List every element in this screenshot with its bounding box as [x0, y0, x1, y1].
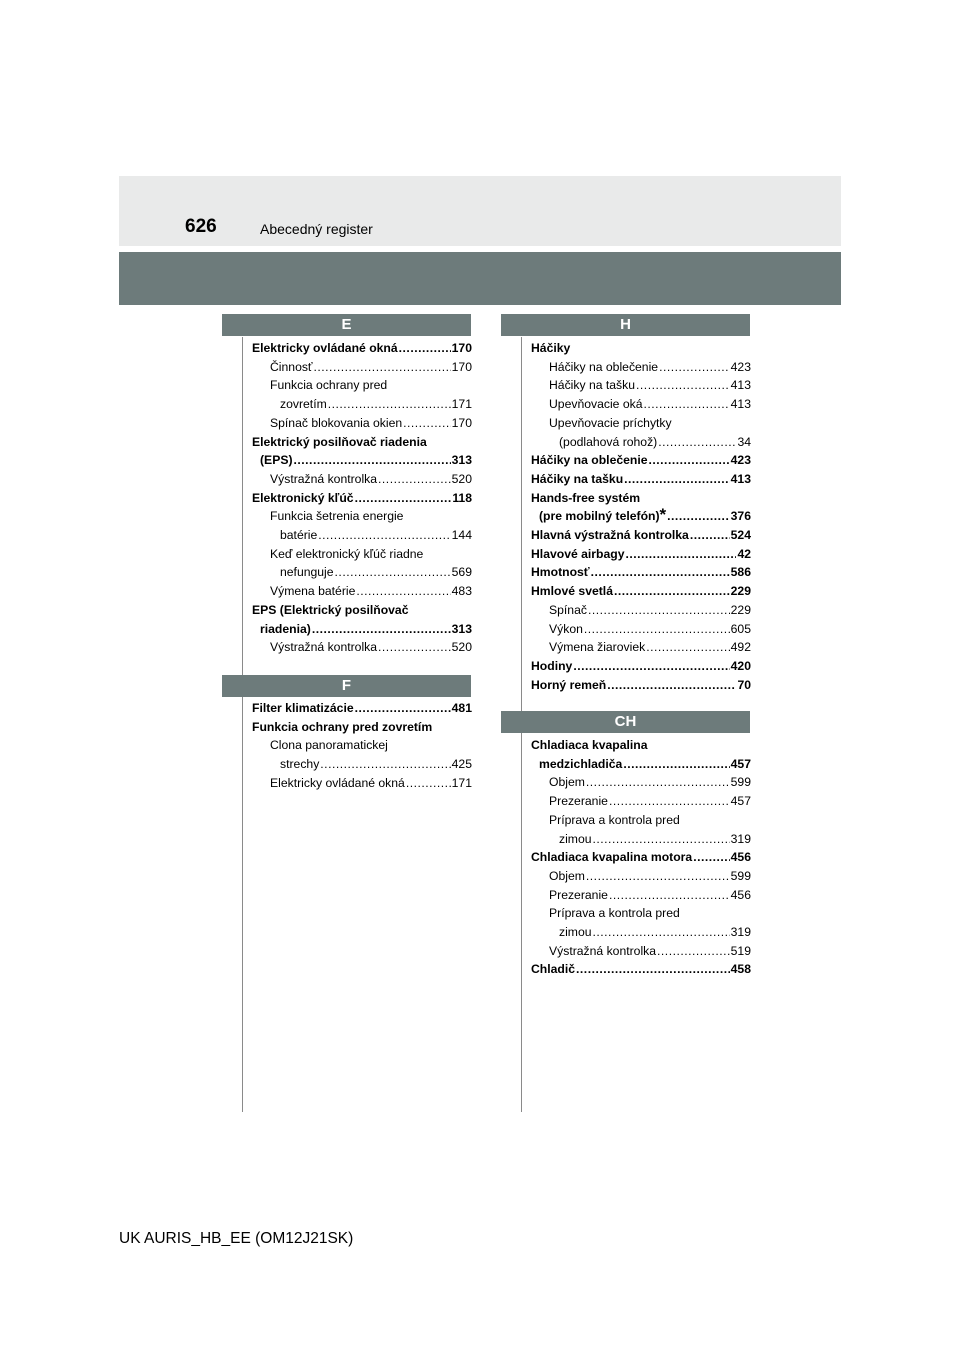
page-ref[interactable]: 456 — [730, 887, 751, 902]
entry-text: riadenia) — [260, 621, 311, 636]
dot-leader — [644, 395, 730, 414]
entry-text: batérie — [280, 528, 318, 543]
index-subentry — [531, 792, 751, 811]
entry-text: Činnosť — [270, 359, 313, 374]
page-ref[interactable]: 458 — [730, 962, 751, 977]
index-subentry — [252, 507, 472, 544]
index-subentry — [531, 867, 751, 886]
index-entry — [531, 676, 751, 695]
dot-leader — [623, 755, 729, 774]
page-ref[interactable]: 599 — [730, 868, 751, 883]
dot-leader — [593, 830, 730, 849]
page-ref[interactable]: 492 — [730, 640, 751, 655]
index-entry — [531, 960, 751, 979]
page-number: 626 — [185, 216, 217, 237]
entry-text: Háčiky na oblečenie — [531, 453, 648, 468]
entry-text: zimou — [559, 925, 592, 940]
index-subentry — [252, 582, 472, 601]
index-list-e — [252, 339, 472, 657]
entry-text: (pre mobilný telefón) — [539, 509, 660, 524]
entry-text: Filter klimatizácie — [252, 701, 354, 715]
dot-leader — [320, 755, 450, 774]
page-ref[interactable]: 425 — [451, 757, 472, 772]
page-ref[interactable]: 481 — [451, 701, 472, 715]
index-subentry — [531, 638, 751, 657]
index-entry — [531, 339, 751, 358]
page-ref[interactable]: 423 — [730, 453, 751, 468]
entry-text: Horný remeň — [531, 677, 607, 692]
entry-text: Objem — [549, 868, 585, 883]
page-ref[interactable]: 519 — [730, 943, 751, 958]
entry-text: Výstražná kontrolka — [270, 471, 378, 486]
page-ref[interactable]: 144 — [451, 528, 472, 543]
dot-leader — [356, 582, 450, 601]
letter-heading-h: H — [501, 314, 750, 336]
entry-text: Výmena žiaroviek — [549, 640, 646, 655]
dot-leader — [576, 960, 730, 979]
index-subentry — [531, 620, 751, 639]
dot-leader — [318, 526, 450, 545]
page-ref[interactable]: 413 — [730, 378, 751, 393]
page-ref[interactable]: 118 — [452, 490, 472, 505]
index-entry — [531, 848, 751, 867]
index-subentry — [531, 904, 751, 941]
entry-text: Háčiky — [531, 341, 571, 355]
dot-leader — [294, 451, 451, 470]
page-ref[interactable]: 457 — [730, 794, 751, 809]
dot-leader — [593, 923, 730, 942]
dot-leader — [586, 773, 730, 792]
dot-leader — [609, 792, 730, 811]
page-ref[interactable]: 599 — [730, 775, 751, 790]
page-ref[interactable]: 170 — [451, 341, 472, 355]
entry-text: Háčiky na tašku — [531, 471, 624, 486]
dot-leader — [399, 339, 451, 358]
entry-text: nefunguje — [280, 565, 334, 580]
index-entry — [531, 736, 751, 773]
page-ref[interactable]: 483 — [451, 584, 472, 599]
dot-leader — [659, 358, 730, 377]
entry-text: Spínač blokovania okien — [270, 415, 403, 430]
section-band — [119, 252, 841, 305]
page-ref[interactable]: 229 — [730, 602, 751, 617]
dot-leader — [667, 507, 730, 526]
index-entry — [531, 657, 751, 676]
footer-model-code: UK AURIS_HB_EE (OM12J21SK) — [119, 1230, 354, 1247]
dot-leader — [658, 433, 736, 452]
index-subentry — [531, 942, 751, 961]
entry-text: (podlahová rohož) — [559, 434, 658, 449]
index-entry — [252, 489, 472, 508]
entry-text: Výkon — [549, 621, 583, 636]
entry-text: strechy — [280, 757, 320, 772]
column-divider-left — [242, 337, 243, 1112]
entry-text: Clona panoramatickej — [270, 738, 388, 753]
letter-heading-f: F — [222, 675, 471, 697]
page-ref[interactable]: 171 — [451, 775, 472, 790]
entry-text: Elektrický posilňovač riadenia — [252, 434, 427, 449]
entry-text: Upevňovacie príchytky — [549, 415, 672, 430]
page-ref[interactable]: 229 — [730, 584, 751, 599]
dot-leader — [312, 620, 451, 639]
page-ref[interactable]: 313 — [451, 453, 472, 468]
page-ref[interactable]: 34 — [737, 434, 751, 449]
index-subentry — [531, 414, 751, 451]
page-ref[interactable]: 171 — [451, 397, 472, 412]
entry-text: Výstražná kontrolka — [549, 943, 657, 958]
entry-text: Hlavná výstražná kontrolka — [531, 528, 689, 543]
entry-text: Hlavové airbagy — [531, 546, 625, 561]
index-subentry — [531, 811, 751, 848]
dot-leader — [573, 657, 729, 676]
dot-leader — [614, 582, 730, 601]
index-subentry — [252, 414, 472, 433]
dot-leader — [355, 699, 451, 718]
page-ref[interactable]: 170 — [451, 415, 472, 430]
dot-leader — [657, 942, 730, 961]
page-ref[interactable]: 313 — [451, 621, 472, 636]
entry-text: Hodiny — [531, 658, 573, 673]
page-ref[interactable]: 70 — [737, 677, 751, 692]
page-title: Abecedný register — [260, 221, 373, 237]
index-entry — [531, 451, 751, 470]
dot-leader — [625, 545, 736, 564]
entry-text: Háčiky na tašku — [549, 378, 636, 393]
index-entry — [252, 601, 472, 638]
index-subentry — [252, 358, 472, 377]
dot-leader — [591, 563, 730, 582]
letter-heading-e: E — [222, 314, 471, 336]
header-band — [119, 176, 841, 246]
index-subentry — [531, 376, 751, 395]
dot-leader — [584, 620, 730, 639]
index-subentry — [252, 545, 472, 582]
entry-text: Háčiky na oblečenie — [549, 359, 659, 374]
entry-text: Hmlové svetlá — [531, 584, 613, 599]
dot-leader — [693, 848, 729, 867]
page-ref[interactable]: 319 — [730, 831, 751, 846]
entry-text: zovretím — [280, 397, 327, 412]
dot-leader — [406, 774, 451, 793]
entry-text: Chladiaca kvapalina motora — [531, 850, 693, 865]
dot-leader — [378, 638, 451, 657]
dot-leader — [607, 676, 736, 695]
letter-heading-ch: CH — [501, 711, 750, 733]
page-ref[interactable]: 423 — [730, 359, 751, 374]
index-entry: Hands-free systém (pre mobilný telefón) * ..... 376 — [531, 489, 751, 526]
entry-text: Výstražná kontrolka — [270, 640, 378, 655]
index-subentry — [531, 395, 751, 414]
index-subentry — [531, 773, 751, 792]
entry-text: Prezeranie — [549, 887, 608, 902]
entry-text: (EPS) — [260, 453, 293, 468]
index-list-f — [252, 699, 472, 793]
entry-text: Chladič — [531, 962, 576, 977]
dot-leader — [646, 638, 729, 657]
entry-text: EPS (Elektrický posilňovač — [252, 602, 409, 617]
dot-leader — [314, 358, 451, 377]
entry-text: Funkcia ochrany pred — [270, 378, 388, 393]
entry-text: Hmotnosť — [531, 565, 590, 580]
index-subentry — [531, 358, 751, 377]
entry-text: Príprava a kontrola pred — [549, 906, 680, 921]
entry-text: Výmena batérie — [270, 584, 356, 599]
dot-leader — [588, 601, 730, 620]
page-ref[interactable]: 586 — [730, 565, 751, 580]
page-ref[interactable]: 520 — [451, 471, 472, 486]
entry-text: Funkcia ochrany pred zovretím — [252, 719, 433, 734]
page-ref[interactable]: 569 — [451, 565, 472, 580]
entry-text: Objem — [549, 775, 585, 790]
index-list-h — [531, 339, 751, 694]
index-subentry — [252, 638, 472, 657]
entry-text: Funkcia šetrenia energie — [270, 509, 404, 524]
entry-text: Hands-free systém — [531, 490, 641, 505]
entry-text: zimou — [559, 831, 592, 846]
entry-text: Elektronický kľúč — [252, 490, 354, 505]
index-entry — [531, 545, 751, 564]
index-subentry — [252, 376, 472, 413]
index-subentry — [531, 886, 751, 905]
page-ref[interactable]: 42 — [737, 546, 751, 561]
dot-leader — [690, 526, 730, 545]
dot-leader — [355, 489, 452, 508]
entry-text: Elektricky ovládané okná — [252, 341, 398, 355]
dot-leader — [586, 867, 730, 886]
page-ref[interactable]: 524 — [730, 528, 751, 543]
index-entry — [531, 582, 751, 601]
page-ref[interactable]: 413 — [730, 397, 751, 412]
index-entry — [531, 470, 751, 489]
index-list-ch — [531, 736, 751, 979]
index-entry — [252, 339, 472, 358]
dot-leader — [609, 886, 730, 905]
page-ref[interactable]: 457 — [730, 756, 751, 771]
dot-leader — [649, 451, 730, 470]
page-ref[interactable]: 376 — [730, 509, 751, 524]
entry-text: Spínač — [549, 602, 587, 617]
entry-text: Prezeranie — [549, 794, 608, 809]
entry-text: Chladiaca kvapalina — [531, 738, 648, 752]
index-entry — [252, 718, 472, 737]
dot-leader — [335, 563, 451, 582]
index-entry — [531, 563, 751, 582]
page-ref[interactable]: 170 — [451, 359, 472, 374]
entry-text: Elektricky ovládané okná — [270, 775, 405, 790]
dot-leader — [328, 395, 451, 414]
page-ref[interactable]: 420 — [730, 658, 751, 673]
index-entry — [252, 699, 472, 718]
page-ref[interactable]: 520 — [451, 640, 472, 655]
index-subentry — [531, 601, 751, 620]
entry-text: medzichladiča — [539, 756, 623, 771]
entry-text: Príprava a kontrola pred — [549, 812, 680, 827]
dot-leader — [624, 470, 730, 489]
index-subentry — [252, 736, 472, 773]
index-entry — [531, 526, 751, 545]
page-ref[interactable]: 605 — [730, 621, 751, 636]
index-subentry — [252, 470, 472, 489]
page-ref[interactable]: 456 — [730, 850, 751, 865]
entry-text: Keď elektronický kľúč riadne — [270, 546, 424, 561]
dot-leader — [403, 414, 451, 433]
index-entry — [252, 433, 472, 470]
dot-leader — [378, 470, 451, 489]
entry-text: Upevňovacie oká — [549, 397, 643, 412]
page-ref[interactable]: 413 — [730, 471, 751, 486]
index-subentry — [252, 774, 472, 793]
page-ref[interactable]: 319 — [730, 925, 751, 940]
dot-leader — [636, 376, 730, 395]
